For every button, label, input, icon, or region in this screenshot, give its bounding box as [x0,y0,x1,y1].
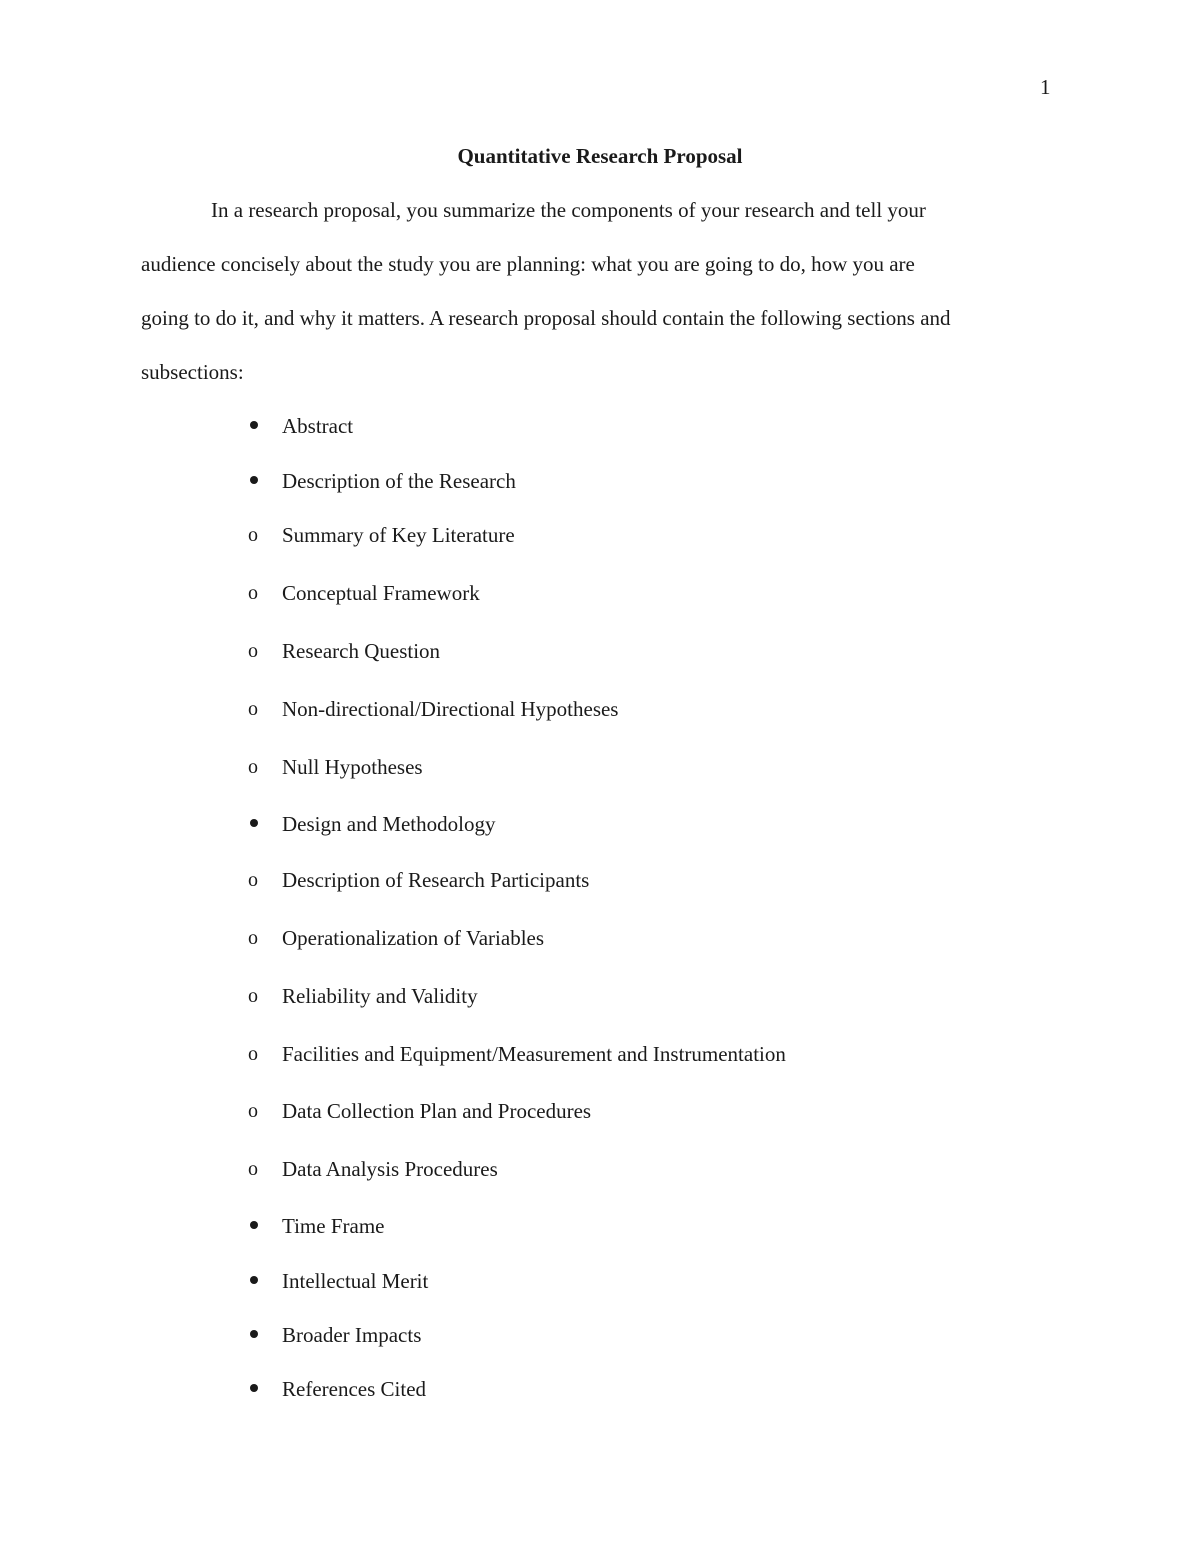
list-item [0,811,1200,837]
list-item-text: Conceptual Framework [282,581,480,605]
intro-line: subsections: [141,360,244,384]
list-item-text: Data Collection Plan and Procedures [282,1099,592,1123]
sub-bullet-icon: o [248,640,258,662]
list-item [0,1268,1200,1294]
list-item [0,1156,1200,1182]
list-item [0,1322,1200,1348]
list-item-text: Facilities and Equipment/Measurement and Instrumentation [282,1042,786,1066]
list-item-text: Data Analysis Procedures [282,1157,498,1181]
list-item-text: Abstract [282,414,354,438]
list-item-text: Research Question [282,639,441,663]
sub-bullet-icon: o [248,985,258,1007]
list-item-text: Description of Research Participants [282,868,590,892]
list-item [0,867,1200,893]
list-item-text: References Cited [282,1377,427,1401]
list-item-text: Design and Methodology [282,812,496,836]
sub-bullet-icon: o [248,1043,258,1065]
list-item-text: Null Hypotheses [282,755,423,779]
list-item [0,1098,1200,1124]
list-item [0,925,1200,951]
sub-bullet-icon: o [248,1158,258,1180]
sub-bullet-icon: o [248,869,258,891]
list-item [0,522,1200,548]
page-number: 1 [1040,75,1051,99]
list-item-text: Non-directional/Directional Hypotheses [282,697,619,721]
intro-line: audience concisely about the study you are planning: what you are going to do, how you are [141,252,915,276]
sub-bullet-icon: o [248,698,258,720]
intro-line: In a research proposal, you summarize the components of your research and tell your [211,198,926,222]
list-item-text: Time Frame [282,1214,385,1238]
list-item [0,1041,1200,1067]
sub-bullet-icon: o [248,756,258,778]
list-item-text: Reliability and Validity [282,984,478,1008]
list-item-text: Broader Impacts [282,1323,422,1347]
list-item-text: Operationalization of Variables [282,926,545,950]
sub-bullet-icon: o [248,927,258,949]
intro-line: going to do it, and why it matters. A research proposal should contain the following sections and [141,306,951,330]
list-item [0,754,1200,780]
list-item [0,1213,1200,1239]
list-item-text: Summary of Key Literature [282,523,515,547]
document-title: Quantitative Research Proposal [457,144,743,168]
list-item [0,696,1200,722]
list-item [0,468,1200,494]
list-item [0,580,1200,606]
sub-bullet-icon: o [248,582,258,604]
list-item-text: Intellectual Merit [282,1269,429,1293]
list-item-text: Description of the Research [282,469,516,493]
sub-bullet-icon: o [248,1100,258,1122]
list-item [0,638,1200,664]
sub-bullet-icon: o [248,524,258,546]
list-item [0,983,1200,1009]
list-item [0,413,1200,439]
list-item [0,1376,1200,1402]
